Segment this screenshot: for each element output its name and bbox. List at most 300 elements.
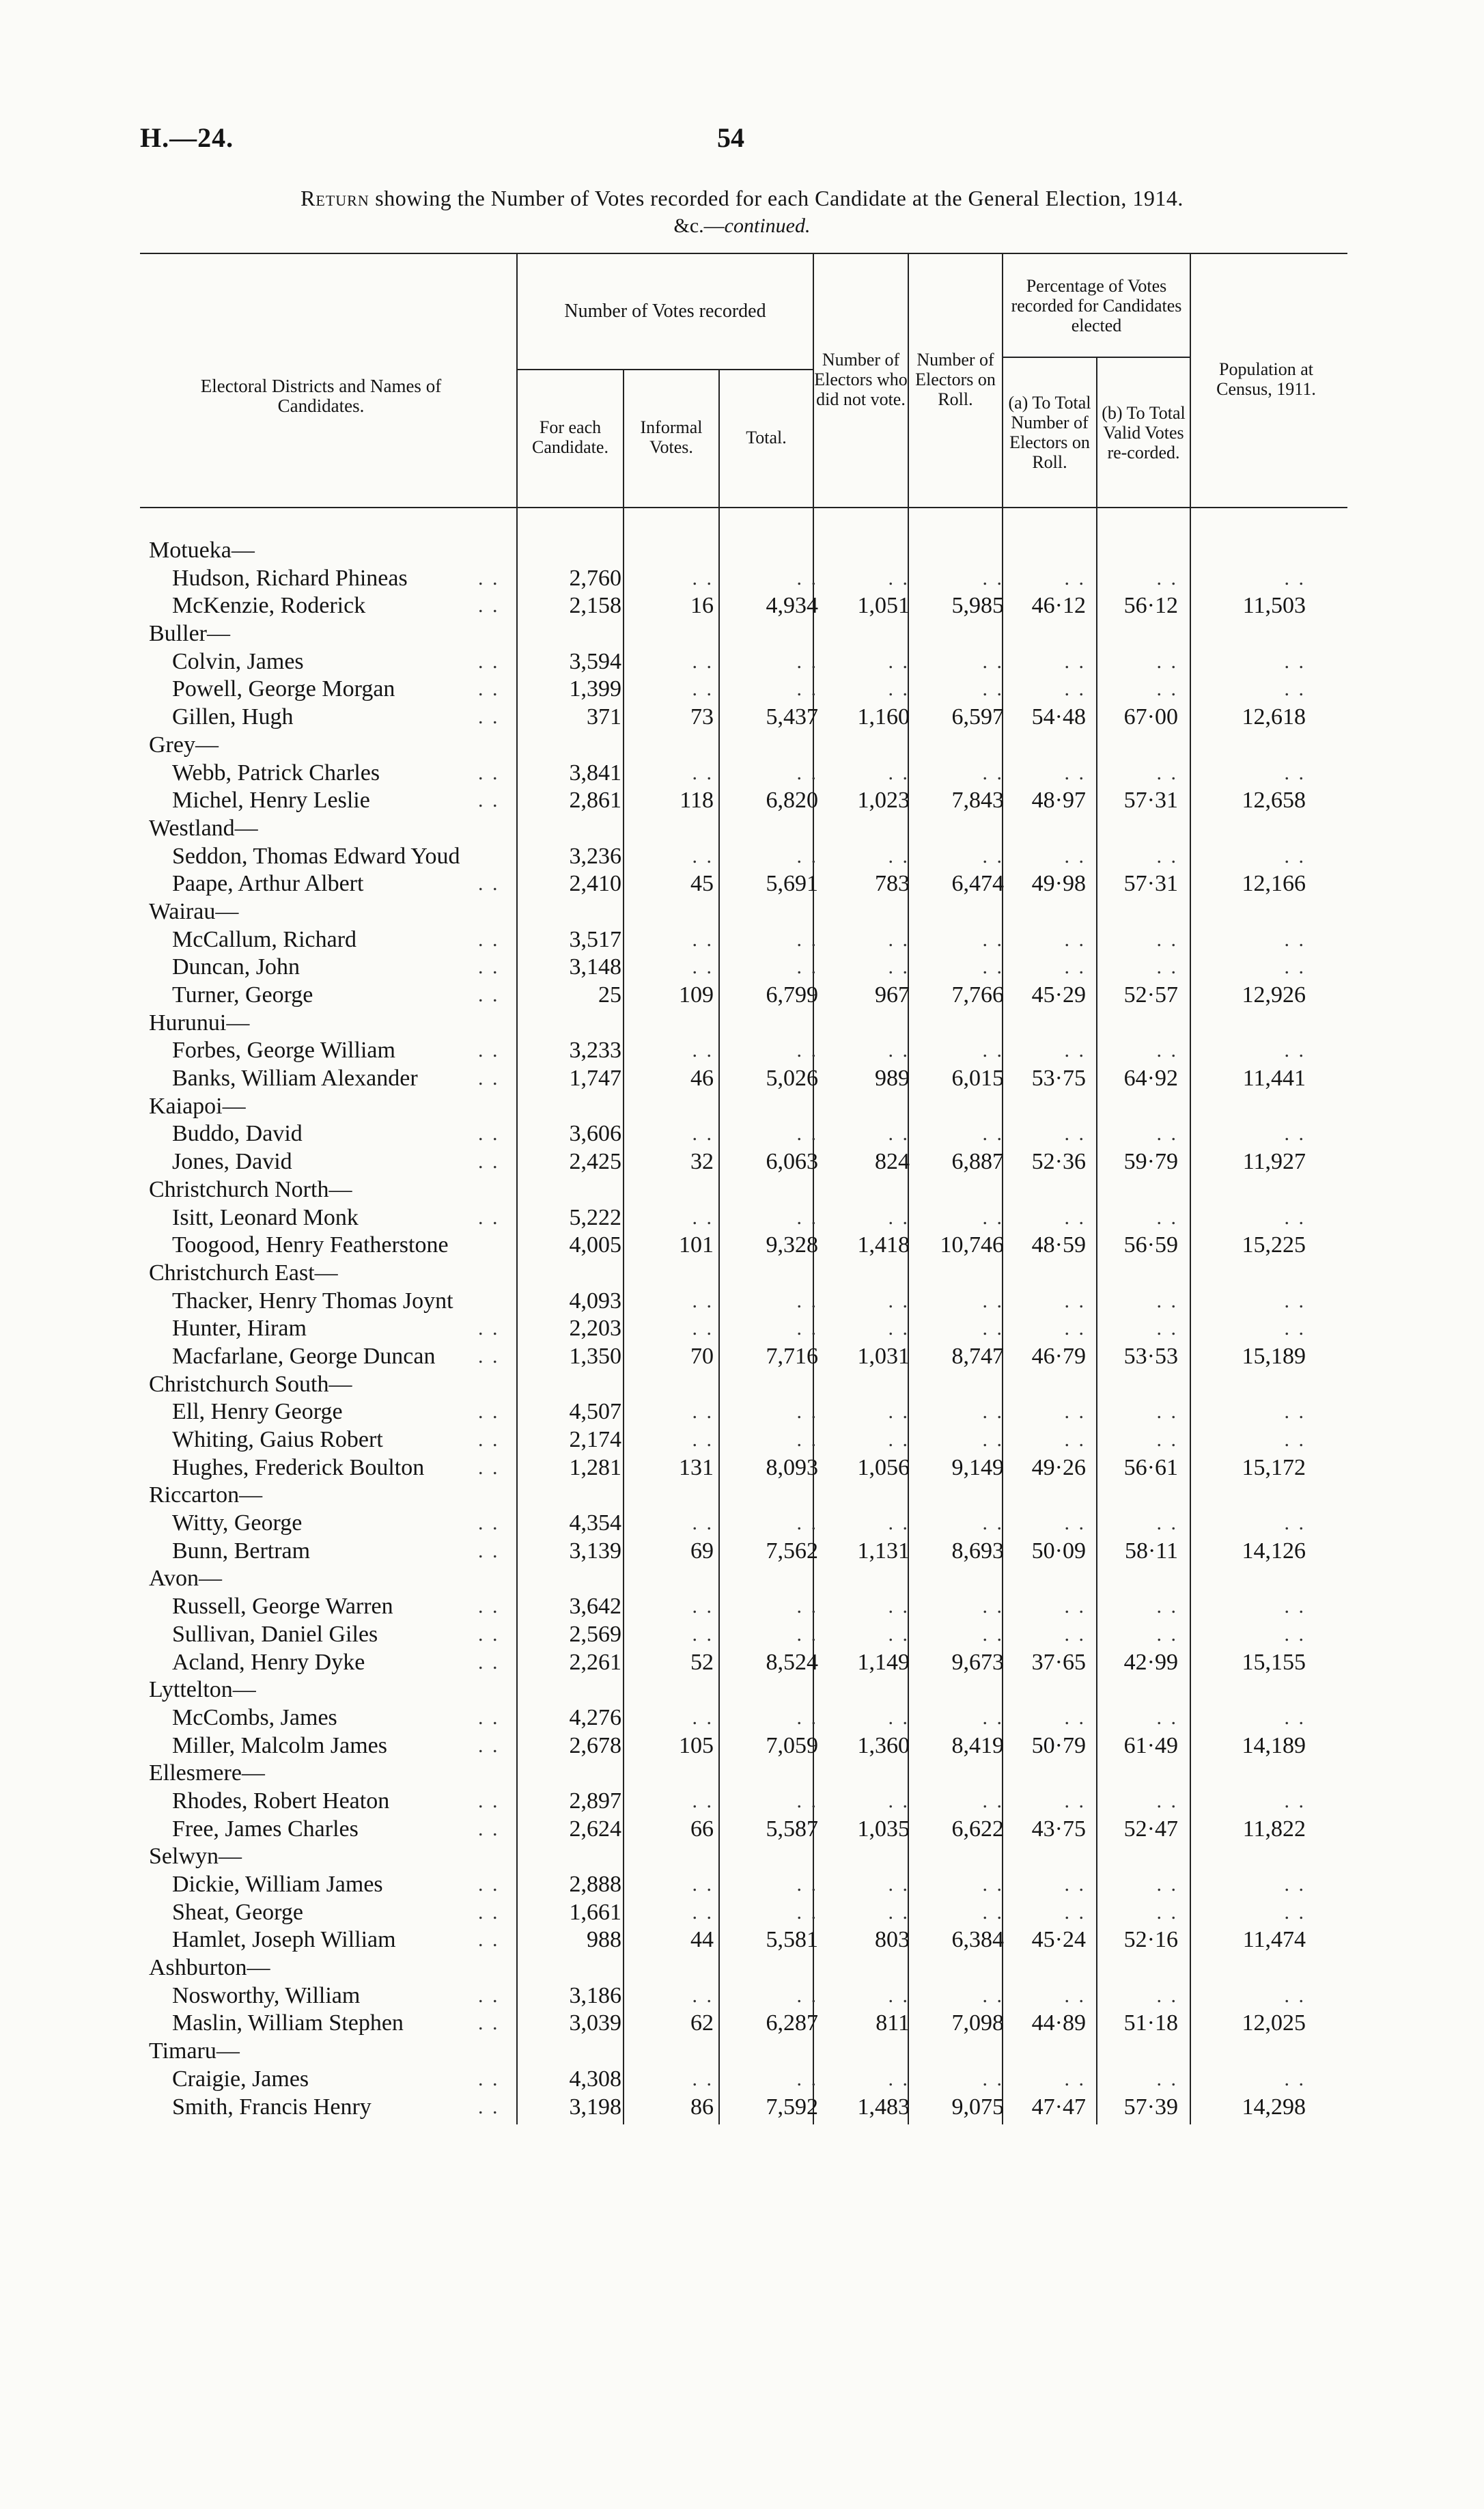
votes-cell: 3,233	[569, 1038, 621, 1064]
leader-dots: . .	[478, 956, 500, 979]
leader-dots: . .	[478, 1595, 500, 1618]
candidate-row	[0, 1926, 1484, 1954]
candidate-row	[0, 2066, 1484, 2094]
pct-a-cell: . .	[1064, 1595, 1086, 1618]
district-name: Christchurch East—	[149, 1260, 338, 1286]
not-voted-cell: . .	[888, 678, 910, 701]
informal-cell: 109	[679, 982, 714, 1008]
pct-a-cell: . .	[1064, 1289, 1086, 1312]
candidate-name: Dickie, William James	[172, 1872, 383, 1897]
district-name: Selwyn—	[149, 1844, 242, 1870]
district-row	[0, 620, 1484, 648]
not-voted-cell: . .	[888, 650, 910, 673]
candidate-name: Ell, Henry George	[172, 1399, 343, 1425]
pct-b-cell: . .	[1156, 928, 1178, 951]
leader-dots: . .	[478, 761, 500, 784]
total-cell: . .	[796, 1622, 818, 1646]
population-cell: . .	[1284, 956, 1306, 979]
district-row	[0, 1371, 1484, 1399]
informal-cell: . .	[692, 678, 714, 701]
roll-cell: 10,746	[940, 1232, 1004, 1258]
pct-a-cell: 46·79	[1031, 1343, 1086, 1369]
not-voted-cell: 1,418	[857, 1232, 910, 1258]
candidate-name: Jones, David	[172, 1149, 292, 1175]
roll-cell: 7,843	[951, 788, 1004, 814]
pct-a-cell: . .	[1064, 1317, 1086, 1340]
population-cell: 11,503	[1242, 593, 1306, 619]
not-voted-cell: 989	[875, 1066, 910, 1092]
district-row	[0, 1176, 1484, 1204]
population-cell: . .	[1284, 1206, 1306, 1229]
not-voted-cell: 1,051	[857, 593, 910, 619]
candidate-name: Whiting, Gaius Robert	[172, 1427, 383, 1452]
district-name: Christchurch North—	[149, 1176, 352, 1202]
total-cell: 5,691	[766, 871, 818, 897]
district-name: Grey—	[149, 732, 219, 758]
votes-cell: 1,747	[569, 1066, 621, 1092]
candidate-row	[0, 787, 1484, 815]
informal-cell: . .	[692, 1428, 714, 1451]
total-cell: . .	[796, 1428, 818, 1451]
leader-dots: . .	[478, 1067, 500, 1090]
leader-dots: . .	[478, 1539, 500, 1562]
population-cell: 15,225	[1242, 1232, 1306, 1258]
pct-a-cell: . .	[1064, 566, 1086, 590]
roll-cell: . .	[982, 1039, 1004, 1062]
district-row	[0, 537, 1484, 565]
informal-cell: 32	[690, 1149, 714, 1175]
votes-cell: 5,222	[569, 1204, 621, 1230]
pct-b-cell: . .	[1156, 1289, 1178, 1312]
pct-a-cell: 50·09	[1031, 1538, 1086, 1564]
total-cell: . .	[796, 2067, 818, 2090]
population-cell: 12,025	[1242, 2010, 1306, 2036]
pct-b-cell: 56·61	[1123, 1454, 1178, 1480]
total-cell: . .	[796, 761, 818, 784]
not-voted-cell: . .	[888, 1289, 910, 1312]
pct-b-cell: 52·47	[1123, 1816, 1178, 1842]
population-cell: 14,189	[1242, 1732, 1306, 1758]
total-cell: . .	[796, 1317, 818, 1340]
candidate-name: Buddo, David	[172, 1121, 303, 1147]
population-cell: . .	[1284, 650, 1306, 673]
page-identifier: H.—24.	[140, 122, 234, 153]
pct-a-cell: 37·65	[1031, 1649, 1086, 1675]
roll-cell: 8,747	[951, 1343, 1004, 1369]
roll-cell: . .	[982, 844, 1004, 868]
pct-a-cell: 47·47	[1031, 2094, 1086, 2120]
total-cell: . .	[796, 650, 818, 673]
candidate-name: Thacker, Henry Thomas Joynt	[172, 1288, 453, 1314]
votes-cell: 4,507	[569, 1399, 621, 1425]
candidate-row	[0, 676, 1484, 704]
pct-b-cell: 57·31	[1123, 871, 1178, 897]
votes-cell: 2,158	[569, 593, 621, 619]
population-cell: 14,126	[1242, 1538, 1306, 1564]
informal-cell: . .	[692, 928, 714, 951]
total-cell: . .	[796, 1873, 818, 1896]
votes-cell: 2,410	[569, 871, 621, 897]
header-pct-group: Percentage of Votes recorded for Candidates elected	[1011, 276, 1182, 335]
district-name: Timaru—	[149, 2038, 240, 2064]
roll-cell: 6,597	[951, 704, 1004, 730]
candidate-row	[0, 1732, 1484, 1760]
informal-cell: . .	[692, 844, 714, 868]
informal-cell: . .	[692, 2067, 714, 2090]
candidate-name: Duncan, John	[172, 954, 300, 980]
candidate-row	[0, 1148, 1484, 1176]
pct-b-cell: . .	[1156, 1039, 1178, 1062]
candidate-name: Hunter, Hiram	[172, 1316, 307, 1342]
pct-b-cell: 53·53	[1123, 1343, 1178, 1369]
leader-dots: . .	[478, 1928, 500, 1952]
votes-cell: 3,642	[569, 1594, 621, 1620]
population-cell: . .	[1284, 928, 1306, 951]
population-cell: . .	[1284, 1512, 1306, 1535]
candidate-row	[0, 1816, 1484, 1844]
district-name: Ellesmere—	[149, 1760, 265, 1786]
header-districts: Electoral Districts and Names of Candidates.	[200, 376, 442, 416]
not-voted-cell: . .	[888, 956, 910, 979]
votes-cell: 4,276	[569, 1704, 621, 1730]
roll-cell: . .	[982, 566, 1004, 590]
district-name: Hurunui—	[149, 1010, 250, 1036]
candidate-row	[0, 1232, 1484, 1260]
not-voted-cell: . .	[888, 928, 910, 951]
candidate-row	[0, 1315, 1484, 1343]
population-cell: . .	[1284, 1428, 1306, 1451]
results-table-body	[0, 537, 1484, 2121]
pct-b-cell: . .	[1156, 566, 1178, 590]
roll-cell: . .	[982, 761, 1004, 784]
total-cell: . .	[796, 1400, 818, 1424]
title-lead: Return	[300, 186, 369, 210]
not-voted-cell: 1,131	[857, 1538, 910, 1564]
district-row	[0, 1676, 1484, 1704]
not-voted-cell: . .	[888, 844, 910, 868]
candidate-name: Witty, George	[172, 1510, 303, 1536]
total-cell: . .	[796, 928, 818, 951]
not-voted-cell: . .	[888, 1400, 910, 1424]
candidate-name: Bunn, Bertram	[172, 1538, 311, 1564]
pct-b-cell: . .	[1156, 844, 1178, 868]
candidate-name: Banks, William Alexander	[172, 1066, 418, 1092]
not-voted-cell: 1,031	[857, 1343, 910, 1369]
pct-a-cell: 50·79	[1031, 1732, 1086, 1758]
candidate-name: Sheat, George	[172, 1899, 303, 1925]
pct-a-cell: . .	[1064, 1873, 1086, 1896]
district-name: Lyttelton—	[149, 1677, 256, 1703]
candidate-row	[0, 648, 1484, 676]
pct-a-cell: 46·12	[1031, 593, 1086, 619]
not-voted-cell: 967	[875, 982, 910, 1008]
pct-a-cell: . .	[1064, 1512, 1086, 1535]
roll-cell: . .	[982, 1789, 1004, 1812]
leader-dots: . .	[478, 1428, 500, 1451]
informal-cell: . .	[692, 1900, 714, 1924]
roll-cell: . .	[982, 956, 1004, 979]
pct-b-cell: 59·79	[1123, 1149, 1178, 1175]
district-name: Westland—	[149, 815, 258, 841]
roll-cell: 8,419	[951, 1732, 1004, 1758]
population-cell: 12,926	[1242, 982, 1306, 1008]
votes-cell: 3,139	[569, 1538, 621, 1564]
leader-dots: . .	[478, 1122, 500, 1146]
votes-cell: 4,093	[569, 1288, 621, 1314]
leader-dots: . .	[478, 594, 500, 618]
informal-cell: 131	[679, 1454, 714, 1480]
population-cell: . .	[1284, 1317, 1306, 1340]
pct-a-cell: . .	[1064, 1400, 1086, 1424]
pct-b-cell: . .	[1156, 1984, 1178, 2007]
total-cell: . .	[796, 678, 818, 701]
votes-cell: 1,350	[569, 1343, 621, 1369]
candidate-name: Gillen, Hugh	[172, 704, 294, 730]
informal-cell: 62	[690, 2010, 714, 2036]
pct-a-cell: . .	[1064, 956, 1086, 979]
district-row	[0, 1482, 1484, 1510]
candidate-row	[0, 1510, 1484, 1538]
pct-b-cell: . .	[1156, 1595, 1178, 1618]
district-row	[0, 1760, 1484, 1788]
votes-cell: 2,203	[569, 1316, 621, 1342]
informal-cell: . .	[692, 1984, 714, 2007]
candidate-row	[0, 1120, 1484, 1148]
votes-cell: 4,005	[569, 1232, 621, 1258]
not-voted-cell: . .	[888, 1706, 910, 1729]
total-cell: . .	[796, 1900, 818, 1924]
pct-b-cell: . .	[1156, 1206, 1178, 1229]
leader-dots: . .	[478, 789, 500, 812]
pct-a-cell: 48·97	[1031, 788, 1086, 814]
votes-cell: 3,148	[569, 954, 621, 980]
candidate-row	[0, 760, 1484, 788]
candidate-name: Russell, George Warren	[172, 1594, 393, 1620]
votes-cell: 3,517	[569, 926, 621, 952]
votes-cell: 4,308	[569, 2066, 621, 2092]
roll-cell: . .	[982, 1622, 1004, 1646]
population-cell: . .	[1284, 761, 1306, 784]
total-cell: . .	[796, 1039, 818, 1062]
population-cell: . .	[1284, 1122, 1306, 1146]
pct-a-cell: . .	[1064, 1039, 1086, 1062]
votes-cell: 2,425	[569, 1149, 621, 1175]
pct-b-cell: . .	[1156, 678, 1178, 701]
total-cell: 5,581	[766, 1927, 818, 1953]
informal-cell: 44	[690, 1927, 714, 1953]
leader-dots: . .	[478, 1900, 500, 1924]
not-voted-cell: 1,056	[857, 1454, 910, 1480]
leader-dots: . .	[478, 1039, 500, 1062]
candidate-row	[0, 1788, 1484, 1816]
district-row	[0, 1093, 1484, 1121]
informal-cell: . .	[692, 1039, 714, 1062]
header-total: Total.	[746, 427, 787, 447]
pct-b-cell: . .	[1156, 1512, 1178, 1535]
not-voted-cell: . .	[888, 1900, 910, 1924]
not-voted-cell: . .	[888, 1317, 910, 1340]
total-cell: 7,592	[766, 2094, 818, 2120]
informal-cell: . .	[692, 1873, 714, 1896]
votes-cell: 3,841	[569, 760, 621, 786]
roll-cell: 8,693	[951, 1538, 1004, 1564]
pct-a-cell: 48·59	[1031, 1232, 1086, 1258]
informal-cell: . .	[692, 650, 714, 673]
votes-cell: 3,198	[569, 2094, 621, 2120]
pct-a-cell: . .	[1064, 1428, 1086, 1451]
candidate-row	[0, 565, 1484, 593]
pct-b-cell: 61·49	[1123, 1732, 1178, 1758]
total-cell: 7,716	[766, 1343, 818, 1369]
not-voted-cell: 811	[876, 2010, 910, 2036]
informal-cell: 46	[690, 1066, 714, 1092]
candidate-row	[0, 1704, 1484, 1732]
total-cell: . .	[796, 566, 818, 590]
roll-cell: . .	[982, 1984, 1004, 2007]
candidate-name: Isitt, Leonard Monk	[172, 1204, 359, 1230]
leader-dots: . .	[478, 1706, 500, 1729]
roll-cell: 5,985	[951, 593, 1004, 619]
not-voted-cell: 1,160	[857, 704, 910, 730]
roll-cell: . .	[982, 1400, 1004, 1424]
not-voted-cell: . .	[888, 1512, 910, 1535]
candidate-row	[0, 1426, 1484, 1454]
population-cell: . .	[1284, 566, 1306, 590]
pct-b-cell: 52·57	[1123, 982, 1178, 1008]
candidate-name: Craigie, James	[172, 2066, 309, 2092]
roll-cell: 6,384	[951, 1927, 1004, 1953]
votes-cell: 3,039	[569, 2010, 621, 2036]
header-votes-group: Number of Votes recorded	[564, 300, 766, 322]
informal-cell: . .	[692, 761, 714, 784]
total-cell: . .	[796, 1206, 818, 1229]
pct-b-cell: 42·99	[1123, 1649, 1178, 1675]
candidate-name: Sullivan, Daniel Giles	[172, 1621, 378, 1647]
leader-dots: . .	[478, 1344, 500, 1368]
district-row	[0, 732, 1484, 760]
pct-b-cell: . .	[1156, 1873, 1178, 1896]
candidate-name: Toogood, Henry Featherstone	[172, 1232, 449, 1258]
not-voted-cell: . .	[888, 1984, 910, 2007]
population-cell: . .	[1284, 1706, 1306, 1729]
candidate-row	[0, 1454, 1484, 1482]
candidate-name: Michel, Henry Leslie	[172, 788, 370, 814]
candidate-row	[0, 2094, 1484, 2122]
candidate-name: Paape, Arthur Albert	[172, 871, 364, 897]
roll-cell: . .	[982, 678, 1004, 701]
candidate-name: Hamlet, Joseph William	[172, 1927, 396, 1953]
not-voted-cell: . .	[888, 2067, 910, 2090]
district-name: Kaiapoi—	[149, 1093, 246, 1119]
pct-a-cell: 49·26	[1031, 1454, 1086, 1480]
candidate-row	[0, 843, 1484, 871]
leader-dots: . .	[478, 650, 500, 673]
candidate-row	[0, 1621, 1484, 1649]
candidate-name: Colvin, James	[172, 648, 304, 674]
pct-b-cell: . .	[1156, 650, 1178, 673]
votes-cell: 2,888	[569, 1872, 621, 1897]
subtitle-prefix: &c.—	[673, 214, 725, 237]
votes-cell: 4,354	[569, 1510, 621, 1536]
leader-dots: . .	[478, 1650, 500, 1674]
district-row	[0, 898, 1484, 926]
population-cell: 12,166	[1242, 871, 1306, 897]
district-name: Motueka—	[149, 538, 255, 563]
title-text: showing the Number of Votes recorded for each Candidate at the General Election, 1914.	[375, 186, 1184, 210]
candidate-name: Maslin, William Stephen	[172, 2010, 404, 2036]
pct-a-cell: . .	[1064, 1984, 1086, 2007]
informal-cell: 52	[690, 1649, 714, 1675]
pct-a-cell: 54·48	[1031, 704, 1086, 730]
pct-a-cell: 53·75	[1031, 1066, 1086, 1092]
not-voted-cell: . .	[888, 1789, 910, 1812]
votes-cell: 3,186	[569, 1982, 621, 2008]
roll-cell: 6,474	[951, 871, 1004, 897]
total-cell: 6,820	[766, 788, 818, 814]
district-name: Riccarton—	[149, 1482, 263, 1508]
candidate-row	[0, 1204, 1484, 1232]
total-cell: 8,093	[766, 1454, 818, 1480]
not-voted-cell: 1,483	[857, 2094, 910, 2120]
pct-b-cell: 57·39	[1123, 2094, 1178, 2120]
pct-a-cell: . .	[1064, 928, 1086, 951]
votes-cell: 2,760	[569, 565, 621, 591]
roll-cell: . .	[982, 1512, 1004, 1535]
candidate-name: Webb, Patrick Charles	[172, 760, 380, 786]
candidate-row	[0, 926, 1484, 954]
population-cell: . .	[1284, 2067, 1306, 2090]
candidate-row	[0, 1982, 1484, 2010]
roll-cell: 7,098	[951, 2010, 1004, 2036]
total-cell: 6,799	[766, 982, 818, 1008]
header-pct-b: (b) To Total Valid Votes re-corded.	[1102, 402, 1186, 462]
votes-cell: 1,399	[569, 676, 621, 702]
roll-cell: . .	[982, 1206, 1004, 1229]
leader-dots: . .	[478, 984, 500, 1006]
candidate-name: Seddon, Thomas Edward Youd	[172, 843, 460, 869]
roll-cell: 6,622	[951, 1816, 1004, 1842]
population-cell: 11,927	[1242, 1149, 1306, 1175]
roll-cell: . .	[982, 1122, 1004, 1146]
informal-cell: . .	[692, 566, 714, 590]
roll-cell: 9,673	[951, 1649, 1004, 1675]
candidate-row	[0, 1899, 1484, 1927]
votes-cell: 3,606	[569, 1121, 621, 1147]
pct-a-cell: . .	[1064, 844, 1086, 868]
not-voted-cell: . .	[888, 1622, 910, 1646]
leader-dots: . .	[478, 872, 500, 896]
roll-cell: . .	[982, 1900, 1004, 1924]
pct-a-cell: 52·36	[1031, 1149, 1086, 1175]
candidate-row	[0, 2010, 1484, 2038]
not-voted-cell: 824	[875, 1149, 910, 1175]
header-population: Population at Census, 1911.	[1216, 359, 1316, 399]
leader-dots: . .	[478, 678, 500, 701]
pct-a-cell: 44·89	[1031, 2010, 1086, 2036]
leader-dots: . .	[478, 1817, 500, 1840]
header-top-rule	[140, 253, 1347, 254]
informal-cell: . .	[692, 1595, 714, 1618]
district-row	[0, 1954, 1484, 1982]
population-cell: . .	[1284, 1400, 1306, 1424]
district-row	[0, 2038, 1484, 2066]
not-voted-cell: . .	[888, 1873, 910, 1896]
not-voted-cell: . .	[888, 761, 910, 784]
total-cell: . .	[796, 1122, 818, 1146]
leader-dots: . .	[478, 1789, 500, 1812]
header-for-each: For each Candidate.	[532, 417, 608, 457]
header-pct-a: (a) To Total Number of Electors on Roll.	[1008, 393, 1091, 472]
